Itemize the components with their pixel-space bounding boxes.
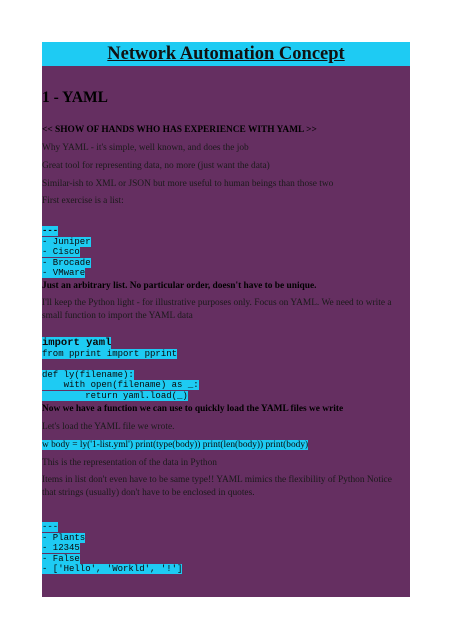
code-line: return yaml.load(_)	[42, 390, 188, 401]
why-yaml-text: Why YAML - it's simple, well known, and does the job	[42, 143, 249, 153]
code-line: - VMware	[42, 268, 86, 279]
arbitrary-list-text: Just an arbitrary list. No particular order, doesn't have to be unique.	[42, 281, 317, 291]
python-light-text: I'll keep the Python light - for illustrative purposes only. Focus on YAML. We need to write a small function to import the YAML data	[42, 298, 392, 321]
code-line: import yaml	[42, 337, 112, 349]
representation-text: This is the representation of the data in Python	[42, 458, 217, 468]
yaml-list-code-block	[42, 226, 91, 279]
load-code-line	[42, 439, 308, 452]
great-tool-text: Great tool for representing data, no more (just want the data)	[42, 161, 270, 171]
show-of-hands-text: << SHOW OF HANDS WHO HAS EXPERIENCE WITH YAML >>	[42, 125, 317, 135]
items-in-list-text: Items in list don't even have to be same type!! YAML mimics the flexibility of Python Notice that strings (usually) don't have to be enclosed in quotes.	[42, 475, 392, 498]
code-line: ---	[42, 226, 59, 236]
load-code-text: w body = ly('1-list.yml') print(type(body)) print(len(body)) print(body)	[42, 440, 309, 450]
code-line: - 12345	[42, 543, 80, 554]
code-line: with open(filename) as _:	[42, 380, 199, 391]
section-heading: 1 - YAML	[42, 89, 109, 106]
code-line: - Plants	[42, 532, 86, 543]
code-line: - ['Hello', 'Workld', '!']	[42, 564, 183, 575]
code-line: - False	[42, 553, 80, 564]
code-line: def ly(filename):	[42, 369, 134, 380]
code-line: ---	[42, 522, 59, 532]
document-page	[42, 42, 410, 597]
lets-load-text: Let's load the YAML file we wrote.	[42, 422, 175, 432]
code-line: - Brocade	[42, 257, 91, 268]
code-line: - Cisco	[42, 247, 80, 258]
now-function-text: Now we have a function we can use to quickly load the YAML files we write	[42, 404, 344, 414]
code-line: - Juniper	[42, 236, 91, 247]
title-bar	[42, 42, 410, 66]
first-exercise-text: First exercise is a list:	[42, 196, 124, 206]
python-function-code-block	[42, 338, 199, 402]
mixed-list-code-block	[42, 522, 182, 575]
similar-ish-text: Similar-ish to XML or JSON but more useful to human beings than those two	[42, 179, 334, 189]
code-line: from pprint import pprint	[42, 348, 178, 359]
document-title: Network Automation Concept	[107, 44, 345, 64]
